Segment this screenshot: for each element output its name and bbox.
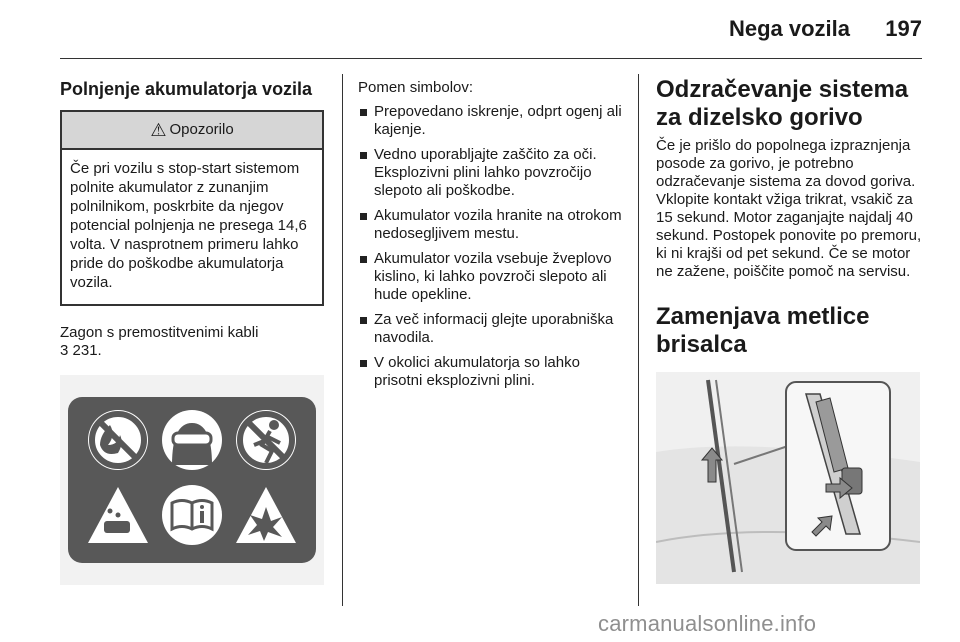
eye-protection-icon <box>162 410 222 470</box>
jumpstart-paragraph <box>60 324 324 360</box>
watermark: carmanualsonline.info <box>598 611 817 636</box>
bullet-square-icon <box>360 109 367 116</box>
list-item: Akumulator vozila hranite na otrokom nedosegljivem mestu. <box>358 207 626 243</box>
section-heading-battery-charging: Polnjenje akumulatorja vozila <box>60 79 313 99</box>
warning-triangle-icon: ⚠ <box>150 120 167 140</box>
warning-box <box>60 110 324 306</box>
bullet-square-icon <box>360 360 367 367</box>
jumpstart-text: Zagon s premostitvenimi kabli <box>60 324 259 341</box>
manual-info-icon <box>162 485 222 545</box>
page-header-title: Nega vozila <box>728 16 850 41</box>
warning-header <box>62 112 322 150</box>
middle-column <box>358 79 626 397</box>
warning-text: Če pri vozilu s stop-start sistemom polnite akumulator z zunanjim polnilnikom, poskrbite da njegov potencial polnjenja ne presega 14,6 volta. V nasprotnem primeru lahko pride do poškodbe akumulatorja vozila. <box>70 160 307 291</box>
no-fire-icon <box>88 410 148 470</box>
symbols-intro: Pomen simbolov: <box>358 79 474 96</box>
column-divider-left <box>342 74 343 606</box>
bullet-square-icon <box>360 317 367 324</box>
list-item: V okolici akumulatorja so lahko prisotni eksplozivni plini. <box>358 354 626 390</box>
wiper-blade-illustration <box>656 372 920 584</box>
list-item: Za več informacij glejte uporabniška navodila. <box>358 311 626 347</box>
symbols-list <box>358 103 626 390</box>
bullet-square-icon <box>360 256 367 263</box>
page-number: 197 <box>885 16 922 41</box>
bullet-square-icon <box>360 213 367 220</box>
list-item: Akumulator vozila vsebuje žveplovo kislino, ki lahko povzroči slepoto ali hude opekline. <box>358 250 626 304</box>
fuel-bleeding-text: Če je prišlo do popolnega izpraznjenja posode za gorivo, je potrebno odzračevanje sistema za dovod goriva. Vklopite kontakt vžiga trikrat, vsakič za 15 sekund. Motor zaganjajte najdalj 40 sekund. Postopek ponovite po premoru, ki ni krajši od pet sekund. Če se motor ne zažene, poiščite pomoč na servisu. <box>656 137 922 280</box>
section-heading-fuel-bleeding: Odzračevanje sistema za dizelsko gorivo <box>656 76 909 131</box>
section-heading-wiper-blade: Zamenjava metlice brisalca <box>656 303 870 358</box>
jumpstart-page-ref[interactable]: 3 231. <box>60 342 102 359</box>
left-column <box>60 78 324 396</box>
bullet-square-icon <box>360 152 367 159</box>
list-item: Prepovedano iskrenje, odprt ogenj ali kajenje. <box>358 103 626 139</box>
header-rule <box>60 58 922 59</box>
warning-title: Opozorilo <box>169 121 234 138</box>
keep-children-away-icon <box>236 410 296 470</box>
right-column <box>656 76 922 359</box>
column-divider-right <box>638 74 639 606</box>
battery-warning-label-illustration <box>60 375 324 585</box>
list-item: Vedno uporabljajte zaščito za oči. Eksplozivni plini lahko povzročijo slepoto ali poškodbe. <box>358 146 626 200</box>
